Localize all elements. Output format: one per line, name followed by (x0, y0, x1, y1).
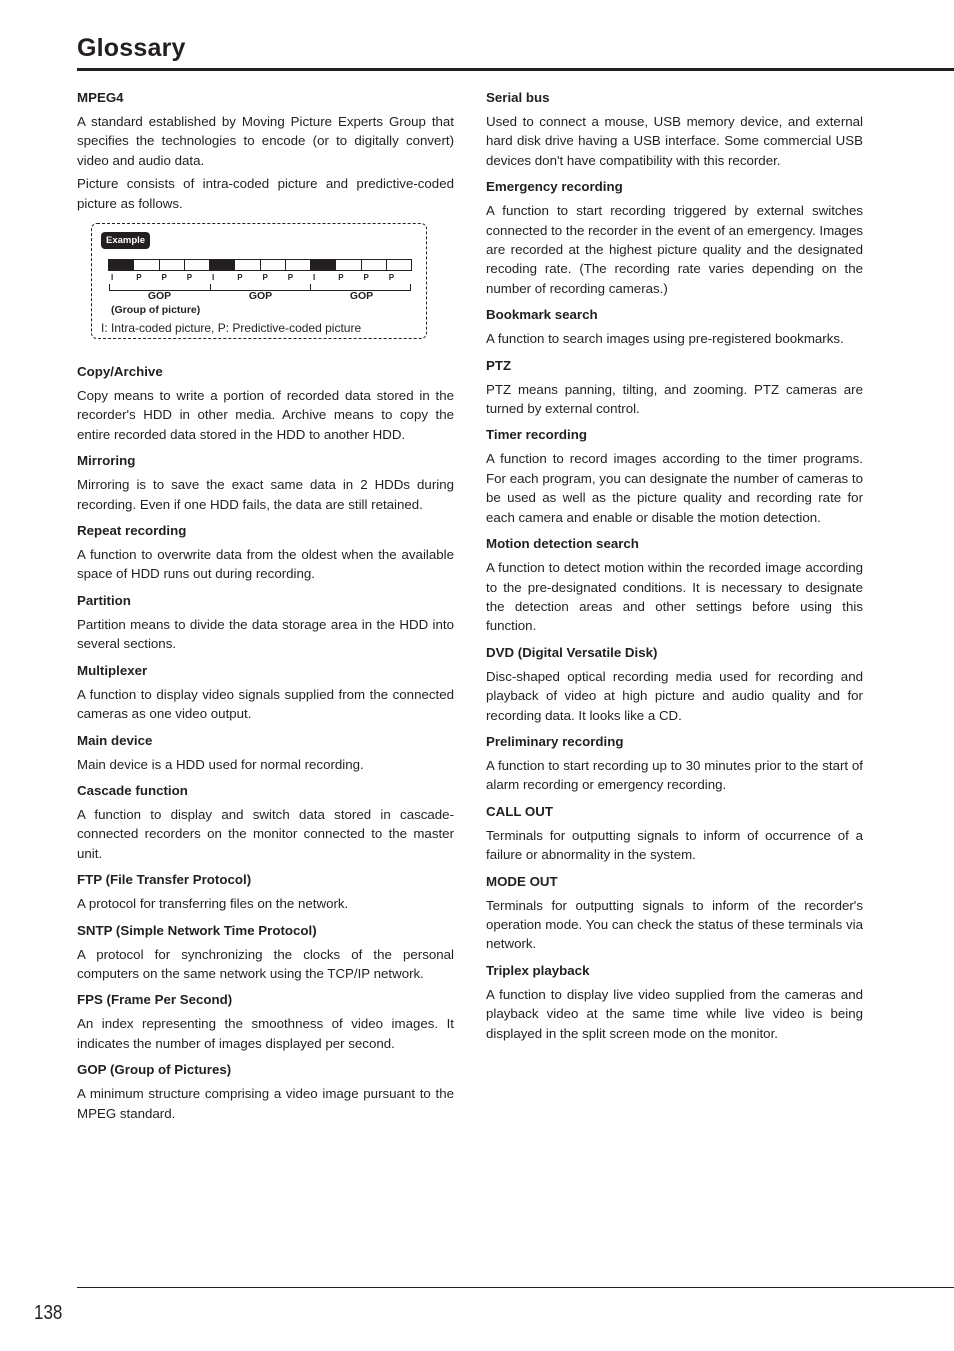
glossary-entry-bookmark-search (486, 306, 863, 348)
glossary-definition: Partition means to divide the data storage area in the HDD into several sections. (77, 616, 454, 652)
glossary-entry-mirroring (77, 452, 454, 514)
glossary-entry-dvd-digital-versatile-disk (486, 644, 863, 725)
glossary-term: Multiplexer (77, 662, 148, 678)
glossary-entry-call-out (486, 803, 863, 865)
frame-label: P (388, 273, 395, 283)
glossary-entry-multiplexer (77, 662, 454, 724)
glossary-definition: Mirroring is to save the exact same data in 2 HDDs during recording. Even if one HDD fails, the data are still retained. (77, 477, 454, 512)
predictive-frame (159, 259, 185, 271)
glossary-term: Bookmark search (486, 307, 598, 323)
glossary-entry-partition (77, 592, 454, 654)
glossary-definition: A minimum structure comprising a video image pursuant to the MPEG standard. (77, 1086, 454, 1121)
glossary-definition: A protocol for synchronizing the clocks of the personal computers on the same network using the TCP/IP network. (77, 946, 454, 981)
glossary-definition: Disc-shaped optical recording media used for recording and playback of video at high picture and audio quality and for recording data. It looks like a CD. (486, 668, 863, 723)
predictive-frame (260, 259, 286, 271)
gop-label: GOP (349, 290, 374, 303)
glossary-term: Timer recording (486, 427, 587, 443)
glossary-term: Partition (77, 592, 131, 608)
glossary-term: Cascade function (77, 782, 188, 798)
glossary-entry-repeat-recording (77, 522, 454, 584)
predictive-frame (184, 259, 210, 271)
glossary-term: CALL OUT (486, 803, 553, 819)
glossary-term: Copy/Archive (77, 364, 163, 380)
predictive-frame (285, 259, 311, 271)
intra-frame (108, 259, 134, 271)
glossary-term: DVD (Digital Versatile Disk) (486, 644, 658, 660)
glossary-definition: A function to display live video supplied from the cameras and playback video at the same time while live video is being displayed in the split screen mode on the monitor. (486, 986, 863, 1041)
glossary-definition: A function to detect motion within the recorded image according to the pre-designated conditions. It is necessary to designate the detection areas and other settings before using this function. (486, 560, 863, 634)
frame-label: I (111, 273, 114, 283)
frame-strip (109, 259, 412, 271)
glossary-term: Triplex playback (486, 962, 590, 978)
right-column (486, 89, 863, 1051)
glossary-definition: A function to display video signals supplied from the connected cameras as one video output. (77, 686, 454, 722)
glossary-definition: A function to search images using pre-registered bookmarks. (486, 331, 844, 347)
glossary-definition: Picture consists of intra-coded picture and predictive-coded picture as follows. (77, 176, 454, 211)
frame-labels (109, 273, 412, 282)
frame-label: I (313, 273, 316, 283)
glossary-definition: Terminals for outputting signals to inform of the recorder's operation mode. You can check the status of these terminals via network. (486, 897, 863, 952)
glossary-term: MPEG4 (77, 90, 124, 105)
glossary-entry-fps-frame-per-second (77, 991, 454, 1053)
glossary-definition: Terminals for outputting signals to inform of occurrence of a failure or abnormality in the system. (486, 827, 863, 863)
frame-label: P (262, 273, 268, 283)
frame-label: P (237, 273, 243, 283)
glossary-entry-motion-detection-search (486, 535, 863, 636)
glossary-entry-emergency-recording (486, 178, 863, 298)
glossary-term: PTZ (486, 357, 512, 373)
glossary-definition: PTZ means panning, tilting, and zooming. PTZ cameras are turned by external control. (486, 381, 863, 417)
glossary-definition: A function to start recording up to 30 minutes prior to the start of alarm recording or emergency recording. (486, 757, 863, 793)
glossary-entry-timer-recording (486, 426, 863, 527)
glossary-entry-sntp-simple-network-time-protocol (77, 922, 454, 984)
title-rule (77, 68, 954, 71)
glossary-definition: A function to start recording triggered by external switches connected to the recorder in the event of an emergency. Images are recorded at the highest picture quality and the designated recoding rate. (The recording rate varies depending on the number of recording cameras.) (486, 203, 863, 296)
glossary-term: Repeat recording (77, 523, 187, 539)
glossary-definition: A standard established by Moving Picture Experts Group that specifies the technologies to encode (or to digitally convert) video and audio data. (77, 114, 454, 168)
predictive-frame (335, 259, 361, 271)
frame-label: P (136, 273, 142, 283)
glossary-entry-mode-out (486, 873, 863, 954)
glossary-definition: An index representing the smoothness of video images. It indicates the number of images displayed per second. (77, 1016, 454, 1051)
glossary-term: MODE OUT (486, 873, 558, 889)
page-title: Glossary (77, 34, 186, 62)
predictive-frame (133, 259, 159, 271)
glossary-definition: Copy means to write a portion of recorded data stored in the recorder's HDD in other media. Archive means to copy the entire recorded data stored in the HDD to another HDD. (77, 388, 454, 442)
glossary-term: Motion detection search (486, 536, 639, 552)
glossary-entry-copy-archive (77, 363, 454, 444)
glossary-definition: Main device is a HDD used for normal recording. (77, 756, 364, 772)
glossary-definition: A protocol for transferring files on the network. (77, 896, 349, 912)
frame-label: P (363, 273, 369, 283)
glossary-term: Mirroring (77, 453, 136, 469)
predictive-frame (386, 259, 412, 271)
frame-label: P (186, 273, 193, 283)
diagram-caption: I: Intra-coded picture, P: Predictive-coded picture (101, 321, 362, 336)
glossary-term: FPS (Frame Per Second) (77, 992, 233, 1008)
gop-labels (109, 290, 412, 302)
glossary-entry-mpeg4 (77, 89, 454, 339)
glossary-definition: A function to record images according to the timer programs. For each program, you can designate the number of cameras to be used as well as the picture quality and recording rate for each camera and enable or disable the motion detection. (486, 451, 863, 525)
example-tag: Example (101, 232, 150, 249)
frame-label: P (161, 273, 167, 283)
glossary-entry-main-device (77, 732, 454, 774)
glossary-term: GOP (Group of Pictures) (77, 1062, 232, 1078)
glossary-entry-serial-bus (486, 89, 863, 170)
glossary-term: SNTP (Simple Network Time Protocol) (77, 922, 317, 938)
left-column (77, 89, 454, 1131)
predictive-frame (234, 259, 260, 271)
glossary-entry-cascade-function (77, 782, 454, 863)
predictive-frame (361, 259, 387, 271)
gop-diagram (91, 223, 427, 339)
glossary-entry-triplex-playback (486, 962, 863, 1043)
glossary-term: Emergency recording (486, 179, 623, 195)
frame-label: P (338, 273, 344, 283)
frame-label: I (212, 273, 215, 283)
gop-label: GOP (248, 290, 273, 303)
intra-frame (209, 259, 235, 271)
glossary-term: Serial bus (486, 90, 550, 105)
page-number: 138 (34, 1302, 63, 1324)
intra-frame (310, 259, 336, 271)
glossary-term: Main device (77, 732, 153, 748)
glossary-term: Preliminary recording (486, 733, 624, 749)
glossary-entry-ptz (486, 357, 863, 419)
glossary-definition: Used to connect a mouse, USB memory device, and external hard disk drive having a USB interface. Some commercial USB devices don't have compatibility with this recorder. (486, 114, 863, 168)
glossary-entry-preliminary-recording (486, 733, 863, 795)
glossary-definition: A function to overwrite data from the oldest when the available space of HDD runs out during recording. (77, 547, 454, 582)
glossary-definition: A function to display and switch data stored in cascade-connected recorders on the monitor connected to the master unit. (77, 806, 454, 861)
glossary-entry-gop-group-of-pictures (77, 1061, 454, 1123)
glossary-term: FTP (File Transfer Protocol) (77, 872, 252, 888)
frame-label: P (287, 273, 294, 283)
footer-rule (77, 1287, 954, 1288)
gop-sublabel: (Group of picture) (111, 304, 201, 317)
glossary-entry-ftp-file-transfer-protocol (77, 871, 454, 913)
gop-label: GOP (147, 290, 172, 303)
